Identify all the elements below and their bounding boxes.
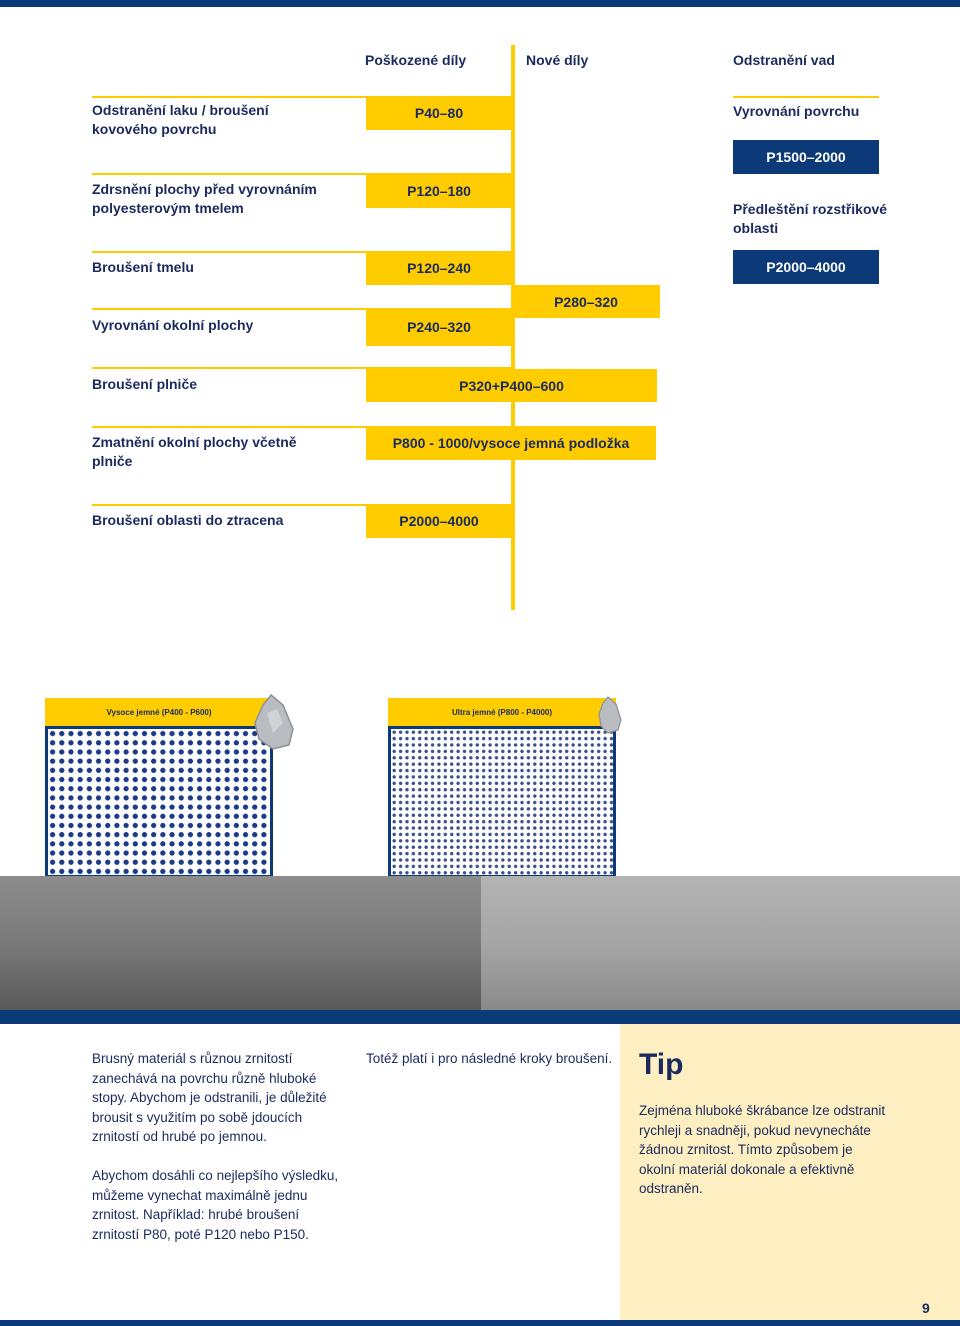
defect-step-label: Předleštění rozstřikové oblasti (733, 201, 888, 236)
header-damaged-parts: Poškozené díly (365, 52, 467, 68)
body-paragraph: Brusný materiál s různou zrnitostí zanechává na povrchu různě hluboké stopy. Abychom je odstranili, je důležité brousit s využitím po sobě jdoucích zrnitostí od hrubé po jemnou. (92, 1051, 327, 1144)
abrasive-grain-icon (598, 696, 622, 734)
grit-box-new-parts: P280–320 (512, 285, 660, 318)
defect-grit-box: P2000–4000 (733, 250, 879, 284)
header-new-parts: Nové díly (526, 52, 589, 68)
row-label: Broušení oblasti do ztracena (92, 512, 284, 528)
photo-divider (0, 1010, 960, 1024)
tip-title: Tip (639, 1048, 684, 1081)
grit-box: P40–80 (366, 96, 512, 130)
row-label: Broušení plniče (92, 376, 198, 392)
row-label: Odstranění laku / broušení kovového povrchu (92, 102, 269, 137)
row-label: Zdrsnění plochy před vyrovnáním polyesterovým tmelem (92, 181, 317, 216)
top-bar (0, 0, 960, 7)
page-number: 9 (922, 1300, 930, 1316)
fine-scratch-pattern (388, 726, 616, 878)
row-label: Vyrovnání okolní plochy (92, 317, 254, 333)
tip-body: Zejména hluboké škrábance lze odstranit rychleji a snadněji, pokud nevynecháte žádnou zrnitost. Tímto způsobem je okolní materiál dokonale a efektivně odstraněn. (639, 1103, 886, 1196)
body-paragraph: Abychom dosáhli co nejlepšího výsledku, můžeme vynechat maximálně jednu zrnitost. Například: hrubé broušení zrnitostí P80, poté P120 nebo P150. (92, 1168, 339, 1242)
header-defect-removal: Odstranění vad (733, 52, 835, 68)
grit-box: P120–240 (366, 251, 512, 285)
sample-title: Vysoce jemné (P400 - P600) (45, 698, 273, 726)
grit-box: P2000–4000 (366, 504, 512, 538)
row-rule (366, 344, 512, 346)
defect-step-label: Vyrovnání povrchu (733, 103, 860, 119)
row-rule (733, 96, 879, 98)
row-label: Broušení tmelu (92, 259, 194, 275)
fine-surface-photo (481, 876, 960, 1010)
grit-box: P320+P400–600 (366, 369, 657, 402)
sample-title: Ultra jemné (P800 - P4000) (388, 698, 616, 726)
coarse-surface-photo (0, 876, 481, 1010)
abrasive-grain-icon (253, 693, 295, 751)
coarse-scratch-pattern (45, 726, 273, 878)
defect-grit-box: P1500–2000 (733, 140, 879, 174)
bottom-bar (0, 1320, 960, 1326)
grit-box: P800 - 1000/vysoce jemná podložka (366, 426, 656, 460)
body-paragraph: Totéž platí i pro následné kroky broušení. (366, 1051, 613, 1066)
grit-box: P120–180 (366, 173, 512, 208)
row-label: Zmatnění okolní plochy včetně plniče (92, 434, 297, 469)
grit-box: P240–320 (366, 310, 512, 344)
